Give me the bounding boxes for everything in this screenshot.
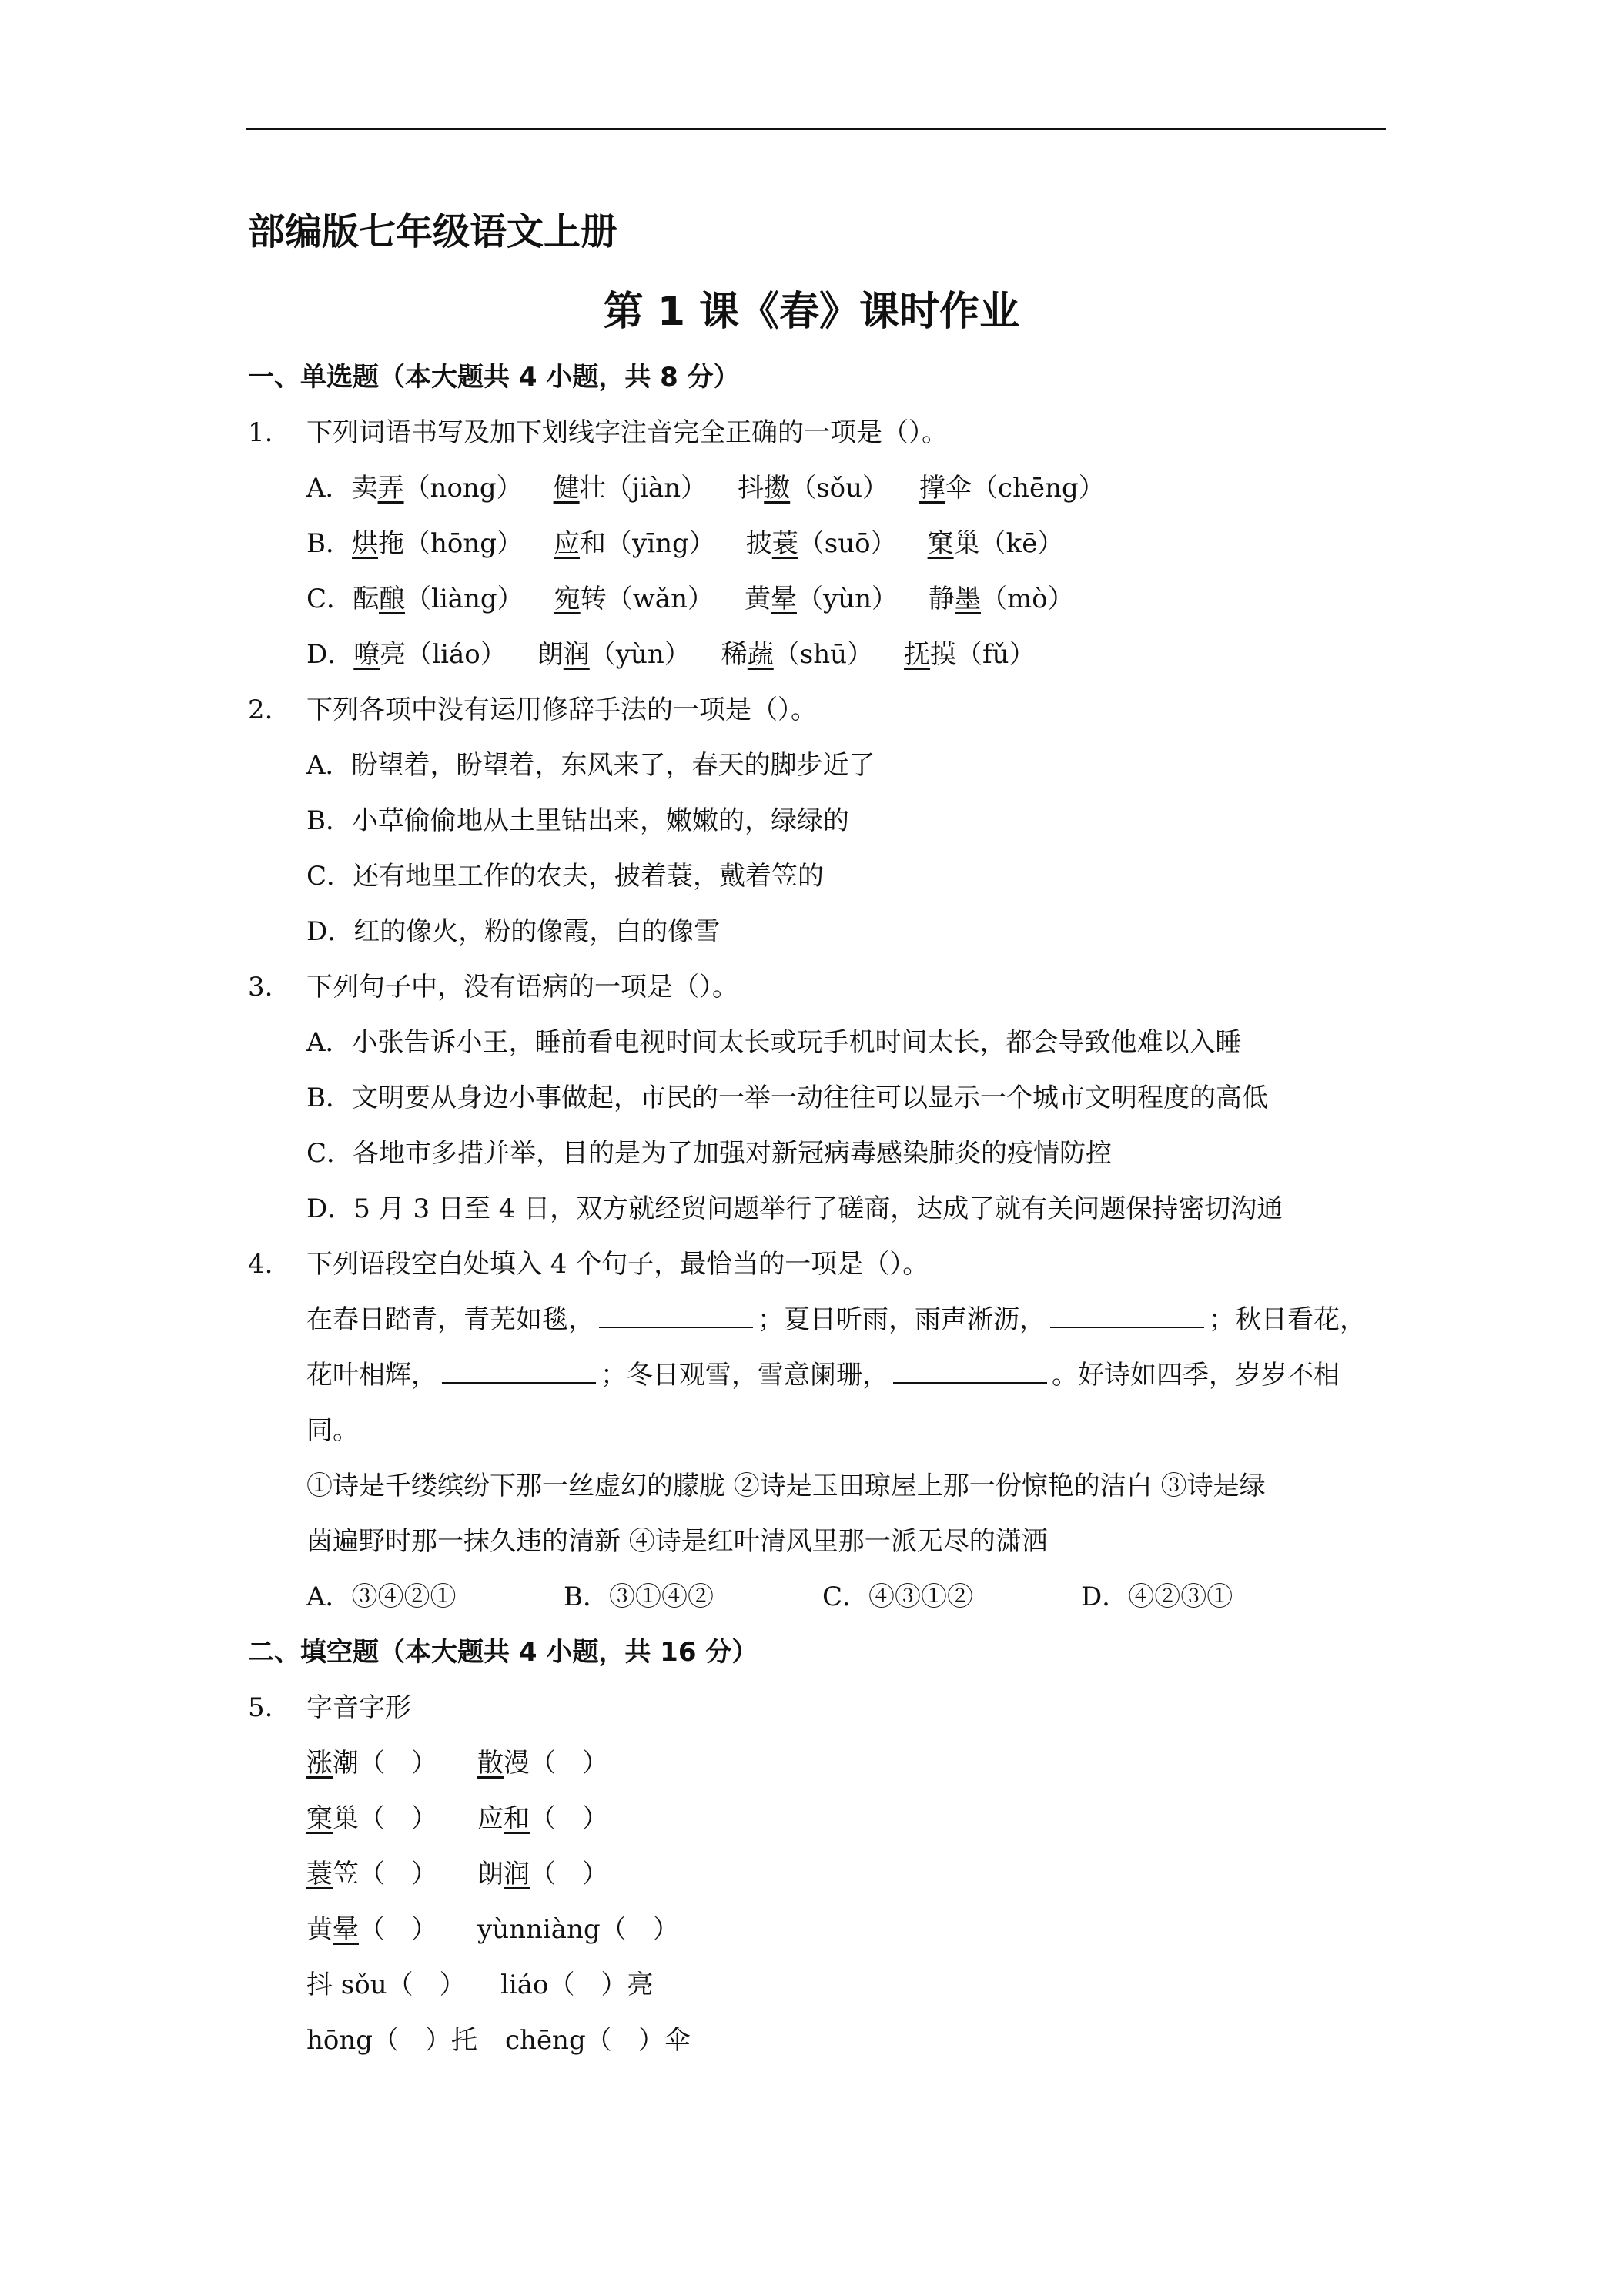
q5-number: 5. [248,1692,273,1723]
q3-option-c[interactable]: C．各地市多措并举，目的是为了加强对新冠病毒感染肺炎的疫情防控 [306,1138,1113,1169]
q2-option-a[interactable]: A．盼望着，盼望着，东风来了，春天的脚步近了 [306,750,875,781]
q4-blank-3[interactable] [442,1359,596,1384]
q3-option-b[interactable]: B．文明要从身边小事做起，市民的一举一动往往可以显示一个城市文明程度的高低 [306,1083,1268,1113]
book-title: 部编版七年级语文上册 [248,210,618,253]
q2-stem: 下列各项中没有运用修辞手法的一项是（）。 [306,694,817,725]
q1-option-a[interactable]: A．卖弄（nong） 健壮（jiàn） 抖擞（sǒu） 撑伞（chēng） [306,473,1105,504]
q4-sentences-line2: 茵遍野时那一抹久违的清新 ④诗是红叶清风里那一派无尽的潇洒 [306,1526,1048,1557]
section2-title: 二、填空题（本大题共 4 小题，共 16 分） [248,1637,758,1668]
q4-number: 4. [248,1249,273,1280]
q2-option-c[interactable]: C．还有地里工作的农夫，披着蓑，戴着笠的 [306,861,825,892]
q1-option-c[interactable]: C．酝酿（liàng） 宛转（wǎn） 黄晕（yùn） 静墨（mò） [306,584,1074,614]
q5-item-kechao[interactable]: 窠巢（ ） [306,1803,437,1834]
q4-passage-line2: 花叶相辉， ；冬日观雪，雪意阑珊， 。好诗如四季，岁岁不相 [306,1360,1340,1391]
q1-option-d[interactable]: D．嘹亮（liáo） 朗润（yùn） 稀蔬（shū） 抚摸（fǔ） [306,639,1036,670]
q5-item-zhangchao[interactable]: 涨潮（ ） [306,1748,437,1779]
q3-option-d[interactable]: D．5 月 3 日至 4 日，双方就经贸问题举行了磋商，达成了就有关问题保持密切沟通 [306,1193,1283,1224]
q1-stem: 下列词语书写及加下划线字注音完全正确的一项是（）。 [306,417,948,448]
q5-item-liaoliang[interactable]: liáo（ ）亮 [500,1970,654,2000]
q5-item-yunniang[interactable]: yùnniàng（ ） [477,1914,679,1945]
q4-option-c[interactable]: C．④③①② [822,1581,974,1612]
q3-stem: 下列句子中，没有语病的一项是（）。 [306,972,738,1002]
q4-stem: 下列语段空白处填入 4 个句子，最恰当的一项是（）。 [306,1249,929,1280]
q2-number: 2. [248,694,273,725]
q5-item-sanman[interactable]: 散漫（ ） [477,1748,608,1779]
q4-blank-1[interactable] [599,1304,753,1328]
section1-title: 一、单选题（本大题共 4 小题，共 8 分） [248,362,740,393]
q5-item-yinghe[interactable]: 应和（ ） [477,1803,608,1834]
q5-item-suoli[interactable]: 蓑笠（ ） [306,1859,437,1889]
q5-item-langrun[interactable]: 朗润（ ） [477,1859,608,1889]
q4-passage-line3: 同。 [306,1415,359,1446]
q5-item-hongtuo[interactable]: hōng（ ）托 [306,2025,478,2056]
q4-blank-4[interactable] [893,1359,1047,1384]
q4-option-b[interactable]: B．③①④② [564,1581,714,1612]
q5-item-dousou[interactable]: 抖 sǒu（ ） [306,1970,466,2000]
q3-number: 3. [248,972,273,1002]
q2-option-b[interactable]: B．小草偷偷地从土里钻出来，嫩嫩的，绿绿的 [306,805,849,836]
q5-item-chengsan[interactable]: chēng（ ）伞 [505,2025,691,2056]
q1-number: 1. [248,417,273,448]
q5-item-huangyun[interactable]: 黄晕（ ） [306,1914,437,1945]
q4-sentences-line1: ①诗是千缕缤纷下那一丝虚幻的朦胧 ②诗是玉田琼屋上那一份惊艳的洁白 ③诗是绿 [306,1471,1266,1501]
q3-option-a[interactable]: A．小张告诉小王，睡前看电视时间太长或玩手机时间太长，都会导致他难以入睡 [306,1027,1242,1058]
header-rule [246,128,1386,130]
q4-passage-line1: 在春日踏青，青芜如毯， ；夏日听雨，雨声淅沥， ；秋日看花， [306,1304,1366,1335]
q4-option-a[interactable]: A．③④②① [306,1581,457,1612]
q4-option-d[interactable]: D．④②③① [1081,1581,1233,1612]
q1-option-b[interactable]: B．烘拖（hōng） 应和（yīng） 披蓑（suō） 窠巢（kē） [306,528,1064,559]
q2-option-d[interactable]: D．红的像火，粉的像霞，白的像雪 [306,916,721,947]
q4-blank-2[interactable] [1050,1304,1204,1328]
q5-stem: 字音字形 [306,1692,411,1723]
lesson-title: 第 1 课《春》课时作业 [603,289,1020,335]
